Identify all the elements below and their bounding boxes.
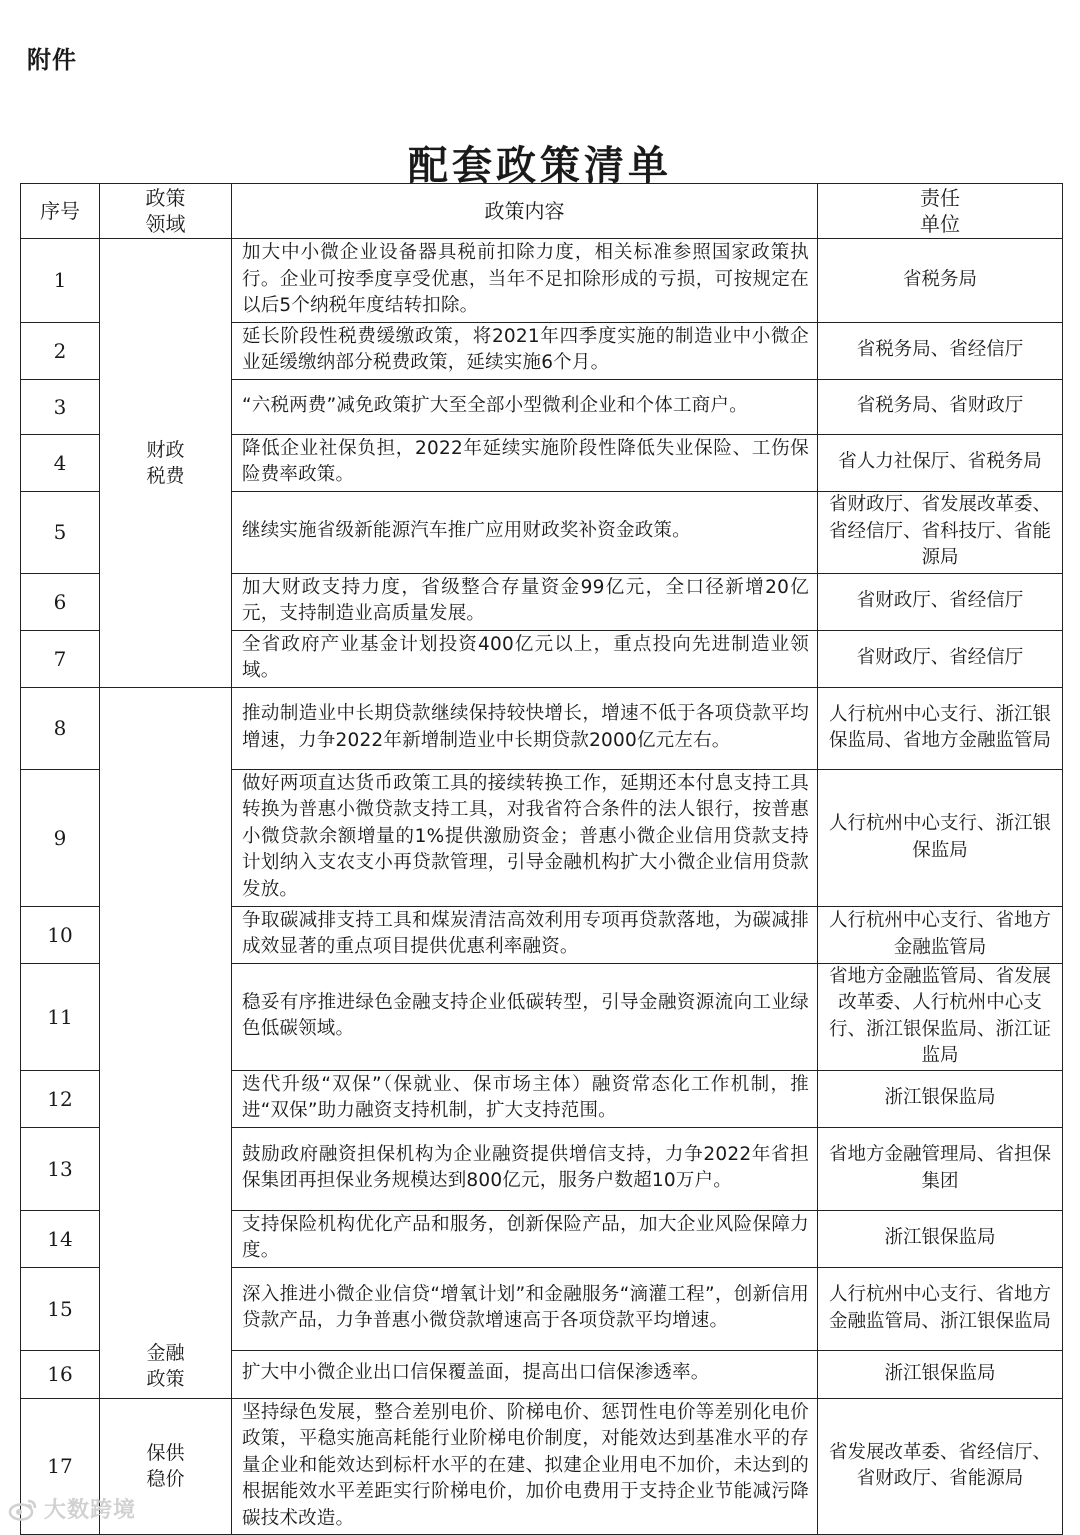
header-row: [21, 184, 1063, 239]
page-title: 配套政策清单: [408, 142, 672, 189]
row-number: 16: [21, 1350, 100, 1398]
row-unit: 省发展改革委、省经信厅、省财政厅、省能源局: [818, 1398, 1063, 1535]
row-content: 支持保险机构优化产品和服务，创新保险产品，加大企业风险保障力度。: [232, 1210, 818, 1267]
row-unit: 人行杭州中心支行、省地方金融监管局、浙江银保监局: [818, 1267, 1063, 1350]
row-content: 加大中小微企业设备器具税前扣除力度，相关标准参照国家政策执行。企业可按季度享受优惠，当年不足扣除形成的亏损，可按规定在以后5个纳税年度结转扣除。: [232, 239, 818, 323]
row-content: 迭代升级“双保”（保就业、保市场主体）融资常态化工作机制，推进“双保”助力融资支持机制，扩大支持范围。: [232, 1070, 818, 1127]
row-unit: 省地方金融监管局、省发展改革委、人行杭州中心支行、浙江银保监局、浙江证监局: [818, 963, 1063, 1070]
row-content: 降低企业社保负担，2022年延续实施阶段性降低失业保险、工伤保险费率政策。: [232, 434, 818, 491]
row-unit: 省财政厅、省经信厅: [818, 630, 1063, 687]
row-content: 鼓励政府融资担保机构为企业融资提供增信支持，力争2022年省担保集团再担保业务规模达到800亿元，服务户数超10万户。: [232, 1127, 818, 1210]
row-number: 2: [21, 322, 100, 379]
row-number: 1: [21, 239, 100, 323]
watermark: [8, 1493, 136, 1524]
row-number: 15: [21, 1267, 100, 1350]
row-unit: 人行杭州中心支行、浙江银保监局: [818, 769, 1063, 906]
row-content: 继续实施省级新能源汽车推广应用财政奖补资金政策。: [232, 491, 818, 573]
row-content: 延长阶段性税费缓缴政策，将2021年四季度实施的制造业中小微企业延缓缴纳部分税费政策，延续实施6个月。: [232, 322, 818, 379]
row-number: 11: [21, 963, 100, 1070]
header-area: 政策 领域: [100, 184, 232, 239]
row-unit: 省税务局、省财政厅: [818, 379, 1063, 434]
row-unit: 省税务局、省经信厅: [818, 322, 1063, 379]
row-content: 深入推进小微企业信贷“增氧计划”和金融服务“滴灌工程”，创新信用贷款产品，力争普惠小微贷款增速高于各项贷款平均增速。: [232, 1267, 818, 1350]
row-content: 做好两项直达货币政策工具的接续转换工作，延期还本付息支持工具转换为普惠小微贷款支持工具，对我省符合条件的法人银行，按普惠小微贷款余额增量的1%提供激励资金；普惠小微企业信用贷款支持计划纳入支农支小再贷款管理，引导金融机构扩大小微企业信用贷款发放。: [232, 769, 818, 906]
area-fiscal: 财政 税费: [100, 239, 232, 688]
row-content: 坚持绿色发展，整合差别电价、阶梯电价、惩罚性电价等差别化电价政策，平稳实施高耗能行业阶梯电价制度，对能效达到基准水平的存量企业和能效达到标杆水平的在建、拟建企业用电不加价，未达到的根据能效水平差距实行阶梯电价，加价电费用于支持企业节能减污降碳技术改造。: [232, 1398, 818, 1535]
row-unit: 人行杭州中心支行、省地方金融监管局: [818, 906, 1063, 963]
row-content: 稳妥有序推进绿色金融支持企业低碳转型，引导金融资源流向工业绿色低碳领域。: [232, 963, 818, 1070]
area-supply-price: 保供 稳价: [100, 1398, 232, 1535]
row-number: 13: [21, 1127, 100, 1210]
row-content: 推动制造业中长期贷款继续保持较快增长，增速不低于各项贷款平均增速，力争2022年新增制造业中长期贷款2000亿元左右。: [232, 687, 818, 769]
header-content: 政策内容: [232, 184, 818, 239]
row-content: 加大财政支持力度，省级整合存量资金99亿元，全口径新增20亿元，支持制造业高质量发展。: [232, 573, 818, 630]
policy-table: [20, 183, 1063, 1535]
row-content: 扩大中小微企业出口信保覆盖面，提高出口信保渗透率。: [232, 1350, 818, 1398]
row-number: 6: [21, 573, 100, 630]
row-unit: 省财政厅、省发展改革委、省经信厅、省科技厅、省能源局: [818, 491, 1063, 573]
weibo-logo-icon: [8, 1497, 38, 1521]
row-unit: 人行杭州中心支行、浙江银保监局、省地方金融监管局: [818, 687, 1063, 769]
row-content: 争取碳减排支持工具和煤炭清洁高效利用专项再贷款落地，为碳减排成效显著的重点项目提供优惠利率融资。: [232, 906, 818, 963]
row-unit: 浙江银保监局: [818, 1070, 1063, 1127]
row-number: 4: [21, 434, 100, 491]
row-number: 9: [21, 769, 100, 906]
area-finance: 金融 政策: [100, 687, 232, 1398]
row-unit: 省地方金融管理局、省担保集团: [818, 1127, 1063, 1210]
row-number: 7: [21, 630, 100, 687]
row-unit: 浙江银保监局: [818, 1210, 1063, 1267]
row-content: “六税两费”减免政策扩大至全部小型微利企业和个体工商户。: [232, 379, 818, 434]
attachment-label: 附件: [27, 46, 77, 74]
row-unit: 省税务局: [818, 239, 1063, 323]
row-number: 17: [21, 1398, 100, 1535]
table-row: [21, 239, 1063, 323]
row-number: 8: [21, 687, 100, 769]
row-content: 全省政府产业基金计划投资400亿元以上，重点投向先进制造业领域。: [232, 630, 818, 687]
header-unit: 责任 单位: [818, 184, 1063, 239]
table-row: [21, 687, 1063, 769]
header-no: 序号: [21, 184, 100, 239]
row-number: 3: [21, 379, 100, 434]
row-number: 5: [21, 491, 100, 573]
row-unit: 浙江银保监局: [818, 1350, 1063, 1398]
row-number: 14: [21, 1210, 100, 1267]
row-number: 10: [21, 906, 100, 963]
table-row: [21, 1398, 1063, 1535]
watermark-text: 大数跨境: [44, 1498, 137, 1523]
row-number: 12: [21, 1070, 100, 1127]
row-unit: 省人力社保厅、省税务局: [818, 434, 1063, 491]
row-unit: 省财政厅、省经信厅: [818, 573, 1063, 630]
